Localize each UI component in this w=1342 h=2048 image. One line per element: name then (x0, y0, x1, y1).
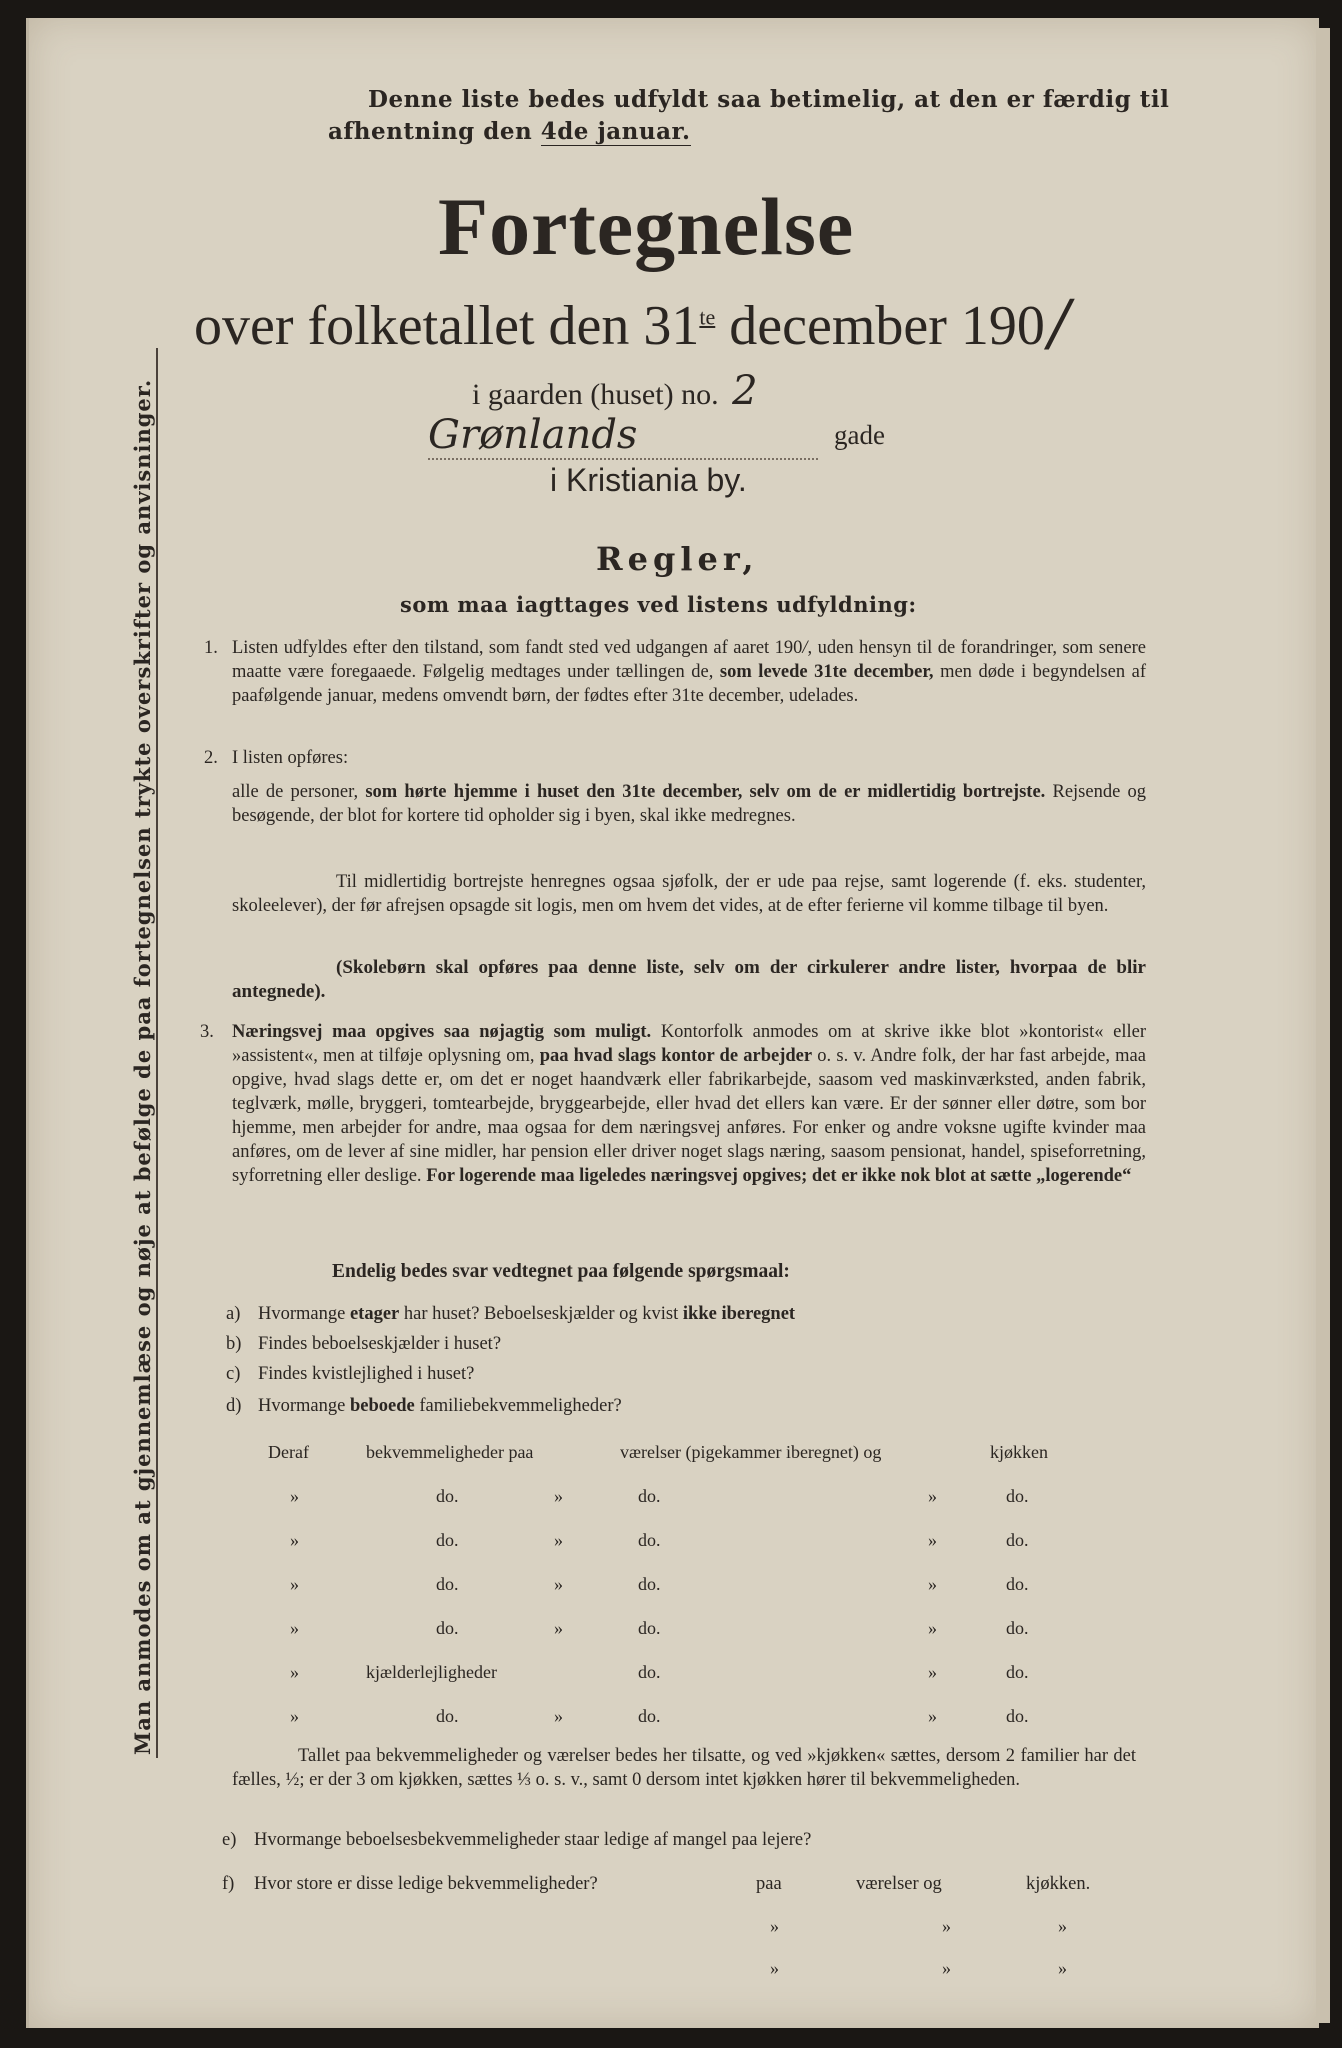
rule-2-para-3: (Skolebørn skal opføres paa denne liste, selv om der cirkulerer andre lister, hvorpaa de blir antegnede). (232, 957, 1146, 1002)
table-cell-a: » (290, 1486, 299, 1506)
question-c: Findes kvistlejlighed i huset? (258, 1364, 475, 1384)
table-cell-a: » (290, 1662, 299, 1682)
rule-2-para-2: Til midlertidig bortrejste henregnes ogsaa sjøfolk, der er ude paa rejse, samt logerende (f. eks. studenter, skoleelever), der før afrejsen opsagde sit logis, men om hvem det vides, at de efter ferierne vil komme tilbage til byen. (232, 872, 1146, 916)
rule-2-number: 2. (204, 748, 218, 768)
table-cell-c: » (554, 1574, 563, 1594)
table-cell-f: do. (1006, 1706, 1029, 1726)
table-cell-d: do. (638, 1618, 661, 1638)
table-cell-c: » (554, 1706, 563, 1726)
table-cell-f: do. (1006, 1486, 1029, 1506)
table-header-kjokken: kjøkken (990, 1442, 1048, 1462)
subtitle-suffix: december 190 (715, 295, 1045, 357)
rules-subtitle: som maa iagttages ved listens udfyldning: (400, 592, 917, 617)
question-f-paa: paa (756, 1874, 782, 1894)
city: i Kristiania by. (550, 462, 747, 498)
table-cell-c: » (554, 1530, 563, 1550)
subtitle-prefix: over folketallet den 31 (194, 295, 700, 357)
question-f-kjokken: kjøkken. (1026, 1874, 1091, 1894)
f-row-cell-c: » (1058, 1958, 1067, 1978)
table-cell-d: do. (638, 1486, 661, 1506)
question-b-key: b) (226, 1334, 242, 1354)
rules-title: Regler, (596, 540, 759, 578)
f-row-cell-b: » (942, 1958, 951, 1978)
street-line (428, 412, 828, 460)
question-e-key: e) (222, 1830, 237, 1850)
question-f: Hvor store er disse ledige bekvemmeligheder? (254, 1874, 598, 1894)
table-cell-f: do. (1006, 1530, 1029, 1550)
notice-prefix: afhentning den (328, 118, 541, 145)
table-cell-d: do. (638, 1574, 661, 1594)
f-row-cell-c: » (1058, 1916, 1067, 1936)
f-row-cell-a: » (770, 1916, 779, 1936)
side-instruction: Man anmodes om at gjennemlæse og nøje at befølge de paa fortegnelsen trykte overskrifter og anvisninger. (130, 378, 155, 1755)
question-a: Hvormange etager har huset? Beboelseskjælder og kvist ikke iberegnet (258, 1304, 796, 1324)
page-edge (1316, 28, 1330, 2023)
table-cell-e: » (928, 1662, 937, 1682)
house-line (472, 368, 758, 414)
table-cell-e: » (928, 1706, 937, 1726)
rule-3-number: 3. (200, 1022, 214, 1042)
table-header-deraf: Deraf (268, 1442, 309, 1462)
rule-3-text: Næringsvej maa opgives saa nøjagtig som muligt. Kontorfolk anmodes om at skrive ikke blot »kontorist« eller »assistent«, men at tilføje oplysning om, paa hvad slags kontor de arbejder o. s. v. Andre folk, der har fast arbejde, maa opgive, hvad slags dette er, om det er noget haandværk eller fabrikarbejde, saasom ved maskinværksted, anden fabrik, teglværk, mølle, bryggeri, tomtearbejde, bryggearbejde, eller hvad det ellers kan være. Er der sønner eller døtre, som bor hjemme, men arbejder for andre, maa ogsaa for dem næringsvej anføres. For enker og andre voksne ugifte kvinder maa anføres, om de lever af sine midler, har pension eller driver noget slags næring, saasom pensionat, handel, spiseforretning, syforretning eller deslige. For logerende maa ligeledes næringsvej opgives; det er ikke nok blot at sætte „logerende“ (232, 1022, 1146, 1186)
rule-1-number: 1. (204, 638, 218, 658)
table-cell-e: » (928, 1574, 937, 1594)
table-cell-b: do. (436, 1486, 459, 1506)
f-row-cell-b: » (942, 1916, 951, 1936)
question-d: Hvormange beboede familiebekvemmeligheder? (258, 1396, 622, 1416)
street-handwritten: Grønlands (428, 412, 818, 460)
table-cell-e: » (928, 1486, 937, 1506)
table-cell-f: do. (1006, 1574, 1029, 1594)
f-row-cell-a: » (770, 1958, 779, 1978)
table-cell-c: » (554, 1486, 563, 1506)
question-c-key: c) (226, 1364, 241, 1384)
rule-2-para-1: alle de personer, som hørte hjemme i huset den 31te december, selv om de er midlertidig bortrejste. Rejsende og besøgende, der blot for kortere tid opholder sig i byen, skal ikke medregnes. (232, 782, 1147, 826)
house-number: 2 (732, 368, 758, 414)
table-cell-a: » (290, 1706, 299, 1726)
rule-1-text: Listen udfyldes efter den tilstand, som fandt sted ved udgangen af aaret 190/, uden hensyn til de forandringer, som senere maatte være foregaaede. Følgelig medtages under tællingen de, som levede 31te december, men døde i begyndelsen af paafølgende januar, medens omvendt børn, der fødtes efter 31te december, udelades. (232, 638, 1147, 706)
question-f-vaerelser: værelser og (856, 1874, 942, 1894)
table-cell-b: do. (436, 1706, 459, 1726)
page-title: Fortegnelse (438, 181, 855, 272)
question-d-key: d) (226, 1396, 242, 1416)
rule-2-heading: I listen opføres: (232, 748, 349, 768)
question-b: Findes beboelseskjælder i huset? (258, 1334, 502, 1354)
table-cell-e: » (928, 1618, 937, 1638)
subtitle-sup: te (699, 304, 716, 330)
notice-date: 4de januar. (540, 118, 691, 145)
table-cell-b: do. (436, 1618, 459, 1638)
notice-line-1: Denne liste bedes udfyldt saa betimelig, at den er færdig til (368, 86, 1170, 113)
question-f-key: f) (222, 1874, 235, 1894)
table-cell-d: do. (638, 1662, 661, 1682)
notice-line-2 (328, 118, 691, 145)
question-a-key: a) (226, 1304, 241, 1324)
subtitle (194, 286, 1070, 359)
side-rule-line (156, 348, 158, 1758)
table-cell-a: » (290, 1530, 299, 1550)
table-cell-a: » (290, 1618, 299, 1638)
table-cell-f: do. (1006, 1662, 1029, 1682)
year-handwritten: / (1048, 286, 1070, 359)
street-label: gade (834, 420, 885, 450)
table-header-vaerelser: værelser (pigekammer iberegnet) og (620, 1442, 882, 1462)
table-cell-c: » (554, 1618, 563, 1638)
question-e: Hvormange beboelsesbekvemmeligheder staar ledige af mangel paa lejere? (254, 1830, 812, 1850)
table-header-bekvem: bekvemmeligheder paa (366, 1442, 534, 1462)
table-cell-a: » (290, 1574, 299, 1594)
table-cell-b: kjælderlejligheder (366, 1662, 497, 1682)
table-cell-d: do. (638, 1706, 661, 1726)
table-cell-b: do. (436, 1530, 459, 1550)
house-label: i gaarden (huset) no. (472, 378, 719, 411)
table-note: Tallet paa bekvemmeligheder og værelser bedes her tilsatte, og ved »kjøkken« sættes, dersom 2 familier har det fælles, ½; er der 3 om kjøkken, sættes ⅓ o. s. v., samt 0 dersom intet kjøkken hører til bekvemmeligheden. (232, 1746, 1136, 1790)
table-cell-e: » (928, 1530, 937, 1550)
table-cell-d: do. (638, 1530, 661, 1550)
table-cell-b: do. (436, 1574, 459, 1594)
table-cell-f: do. (1006, 1618, 1029, 1638)
questions-intro: Endelig bedes svar vedtegnet paa følgende spørgsmaal: (332, 1261, 790, 1282)
